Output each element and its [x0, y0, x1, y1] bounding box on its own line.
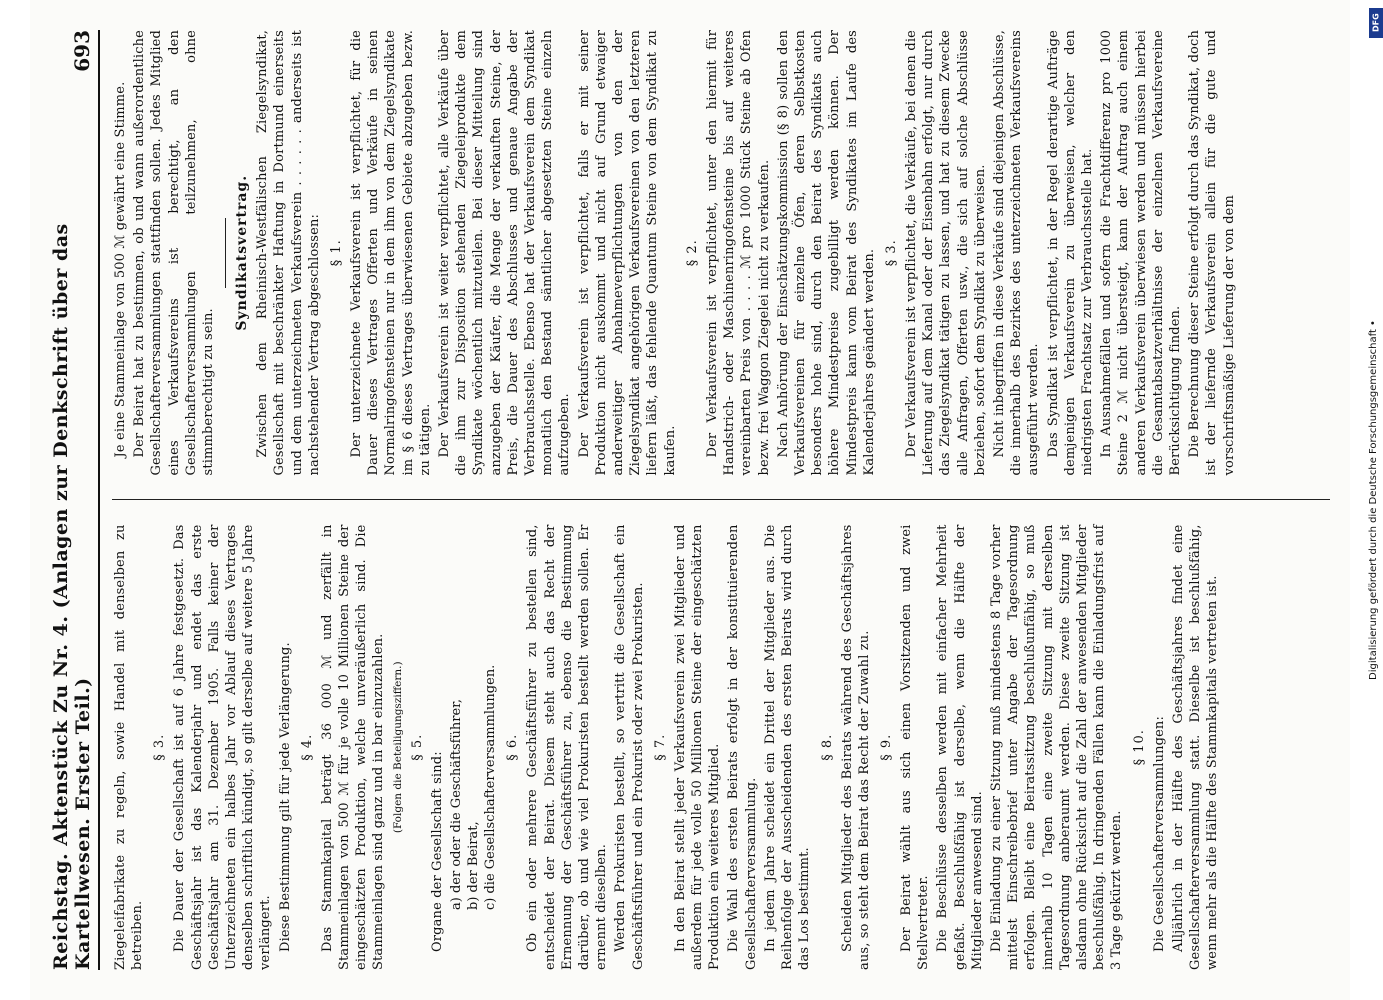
paragraph: Zwischen dem Rheinisch-Westfälischen Ziegelsyndikat, Gesellschaft mit beschränkter Haftung in Dortmund einerseits und dem unterzeichneten Verkaufsverein . . . . . . anderseits ist nachstehender Vertrag abgeschlossen:	[255, 30, 322, 476]
section-heading: Syndikatsvertrag.	[234, 174, 251, 331]
paragraph: Die Dauer der Gesellschaft ist auf 6 Jahre festgesetzt. Das Geschäftsjahr ist das Kalenderjahr und endet das erste Geschäftsjahr am 31. Dezember 1905. Falls keiner der Unterzeichneten ein halbes Jahr vor Ablauf dieses Vertrages denselben schriftlich kündigt, so gilt derselbe auf weitere 5 Jahre verlängert.	[172, 524, 274, 970]
section-heading: § 4.	[299, 733, 315, 761]
list-item: a) der oder die Geschäftsführer,	[448, 698, 464, 910]
paragraph: Der Beirat hat zu bestimmen, ob und wann außerordentliche Gesellschafterversammlungen stattfinden sollen. Jedes Mitglied eines Verkaufsvereins ist berechtigt, an den Gesellschafterversammlungen teilzunehmen, ohne stimmberechtigt zu sein.	[132, 30, 217, 476]
paragraph: Alljährlich in der Hälfte des Geschäftsjahres findet eine Gesellschafterversammlung statt. Dieselbe ist beschlußfähig, wenn mehr als die Hälfte des Stammkapitals vertreten ist.	[1170, 524, 1221, 970]
paragraph: Das Stammkapital beträgt 36 000 ℳ und zerfällt in Stammeinlagen von 500 ℳ für je volle 10 Millionen Steine der eingeschätzten Produktion, welche unveräußerlich sind. Die Stammeinlagen sind ganz und in bar einzuzahlen.	[319, 524, 387, 970]
left-column	[112, 525, 1330, 971]
paragraph: Der unterzeichnete Verkaufsverein ist verpflichtet, für die Dauer dieses Vertrages Offerten und Verkäufe in seinen Normalringofensteinen nur in dem ihm von dem Ziegelsyndikate im § 6 dieses Vertrages überwiesenen Gebiete abzugeben bezw. zu tätigen.	[349, 30, 433, 476]
paragraph: Die Beschlüsse desselben werden mit einfacher Mehrheit gefaßt. Beschlußfähig ist derselbe, wenn die Hälfte der Mitglieder anwesend sind.	[935, 524, 985, 970]
section-heading: § 3.	[883, 239, 899, 267]
page-number: 693	[70, 30, 94, 72]
paragraph: Nach Anhörung der Einschätzungskommission (§ 8) sollen den Verkaufsvereinen für einzelne Öfen, deren Selbstkosten besonders hohe sind, durch den Beirat des Syndikats auch höhere Mindestpreise zugebilligt werden können. Der Mindestpreis kann vom Beirat des Syndikates im Laufe des Kalenderjahres geändert werden.	[775, 30, 877, 476]
section-heading: § 2.	[684, 239, 700, 267]
paragraph: Der Verkaufsverein ist weiter verpflichtet, alle Verkäufe über die ihm zur Disposition stehenden Ziegeleiprodukte dem Syndikate wöchentlich mitzuteilen. Bei dieser Mitteilung sind anzugeben der Käufer, die Menge der verkauften Steine, der Preis, die Dauer des Abschlusses und genaue Angabe der Verbrauchsstelle. Ebenso hat der Verkaufsverein dem Syndikat monatlich den Bestand sämtlicher abgesetzten Steine einzeln aufzugeben.	[437, 30, 573, 476]
section-heading: § 1.	[329, 239, 345, 267]
list-item: c) die Gesellschafterversammlungen.	[483, 664, 499, 910]
paragraph: Diese Bestimmung gilt für jede Verlängerung.	[277, 642, 293, 952]
rotated-page	[30, 0, 1350, 1000]
list-item: b) der Beirat,	[466, 821, 482, 910]
paragraph: Ziegeleifabrikate zu regeln, sowie Handel mit denselben zu betreiben.	[113, 524, 146, 970]
paragraph: Werden Prokuristen bestellt, so vertritt die Gesellschaft ein Geschäftsführer und ein Prokurist oder zwei Prokuristen.	[613, 524, 646, 970]
paragraph: Die Einladung zu einer Sitzung muß mindestens 8 Tage vorher mittelst Einschreibebrief unter Angabe der Tagesordnung erfolgen. Bleibt eine Beiratssitzung beschlußunfähig, so muß innerhalb 10 Tagen eine zweite Sitzung mit derselben Tagesordnung anberaumt werden. Diese zweite Sitzung ist alsdann ohne Rücksicht auf die Zahl der anwesenden Mitglieder beschlußfähig. In dringenden Fällen kann die Einladungsfrist auf 3 Tage gekürzt werden.	[988, 524, 1125, 970]
digitization-note: Digitalisierung gefördert durch die Deutsche Forschungsgemeinschaft •	[1368, 320, 1379, 680]
running-title: Reichstag. Aktenstück Zu Nr. 4. (Anlagen zur Denkschrift über das Kartellwesen. Erster Teil.)	[50, 223, 94, 970]
paragraph: Die Gesellschafterversammlungen:	[1151, 716, 1167, 952]
dfg-logo: DFG	[1369, 8, 1383, 38]
paragraph: Der Verkaufsverein ist verpflichtet, die Verkäufe, bei denen die Lieferung auf dem Kanal oder der Eisenbahn erfolgt, nur durch das Ziegelsyndikat tätigen zu lassen, und hat zu diesem Zwecke alle Anfragen, Offerten usw., die sich auf solche Abschlüsse beziehen, sofort dem Syndikat zu überweisen.	[903, 30, 988, 476]
page-header	[50, 30, 100, 970]
section-divider	[225, 218, 226, 288]
paragraph: In jedem Jahre scheidet ein Drittel der Mitglieder aus. Die Reihenfolge der Ausscheidenden des ersten Beirats wird durch das Los bestimmt.	[762, 524, 813, 970]
section-heading: § 3.	[152, 733, 168, 761]
section-heading: § 10.	[1131, 729, 1147, 766]
paragraph: Die Wahl des ersten Beirats erfolgt in der konstituierenden Gesellschafterversammlung.	[726, 524, 759, 970]
section-heading: § 7.	[652, 733, 668, 761]
paragraph: Die Berechnung dieser Steine erfolgt durch das Syndikat, doch ist der liefernde Verkaufsverein allein für die gute und vorschriftsmäßige Lieferung der von dem	[1187, 30, 1237, 476]
paragraph: Scheiden Mitglieder des Beirats während des Geschäftsjahres aus, so steht dem Beirat das Recht der Zuwahl zu.	[839, 524, 872, 970]
paragraph: Der Beirat wählt aus sich einen Vorsitzenden und zwei Stellvertreter.	[898, 524, 932, 970]
editorial-note: (Folgen die Beteiligungsziffern.)	[391, 661, 404, 834]
paragraph: Ob ein oder mehrere Geschäftsführer zu bestellen sind, entscheidet der Beirat. Diesem steht auch das Recht der Ernennung der Geschäftsführer zu, ebenso die Bestimmung darüber, ob und wie viel Prokuristen bestellt werden sollen. Er ernennt dieselben.	[525, 524, 610, 970]
section-heading: § 6.	[505, 733, 521, 761]
paragraph: Das Syndikat ist verpflichtet, in der Regel derartige Aufträge demjenigen Verkaufsverein zu überweisen, welcher den niedrigsten Frachtsatz zur Verbrauchsstelle hat.	[1045, 30, 1095, 476]
right-column	[112, 30, 1330, 501]
paragraph: Organe der Gesellschaft sind:	[429, 751, 445, 952]
enumeration-list	[448, 525, 500, 911]
section-heading: § 5.	[409, 733, 425, 761]
paragraph: Der Verkaufsverein ist verpflichtet, falls er mit seiner Produktion nicht auskommt und nicht auf Grund etwaiger anderweitiger Abnahmeverpflichtungen von den der Ziegelsyndikat angehörigen Verkaufsvereinen von den letzteren liefern läßt, das fehlende Quantum Steine von dem Syndikat zu kaufen.	[576, 30, 678, 476]
section-heading: § 9.	[878, 733, 894, 761]
paragraph: Je eine Stammeinlage von 500 ℳ gewährt eine Stimme.	[113, 81, 128, 458]
paragraph: In den Beirat stellt jeder Verkaufsverein zwei Mitglieder und außerdem für jede volle 50 Millionen Steine der eingeschätzten Produktion ein weiteres Mitglied.	[672, 524, 723, 970]
text-columns	[112, 30, 1330, 970]
paragraph: In Ausnahmefällen und sofern die Frachtdifferenz pro 1000 Steine 2 ℳ nicht übersteigt, kann der Auftrag auch einem anderen Verkaufsverein überwiesen werden und müssen hierbei die Gesamtabsatzverhältnisse der einzelnen Verkaufsvereine Berücksichtigung finden.	[1099, 30, 1183, 476]
paragraph: Der Verkaufsverein ist verpflichtet, unter den hiermit für Handstrich- oder Maschinenringofensteine bis auf weiteres vereinbarten Preis von . . . . ℳ pro 1000 Stück Steine ab Ofen bezw. frei Waggon Ziegelei nicht zu verkaufen.	[704, 30, 772, 476]
section-heading: § 8.	[819, 733, 835, 761]
paragraph: Nicht inbegriffen in diese Verkäufe sind diejenigen Abschlüsse, die innerhalb des Bezirkes des unterzeichneten Verkaufsvereins ausgeführt werden.	[991, 30, 1042, 476]
